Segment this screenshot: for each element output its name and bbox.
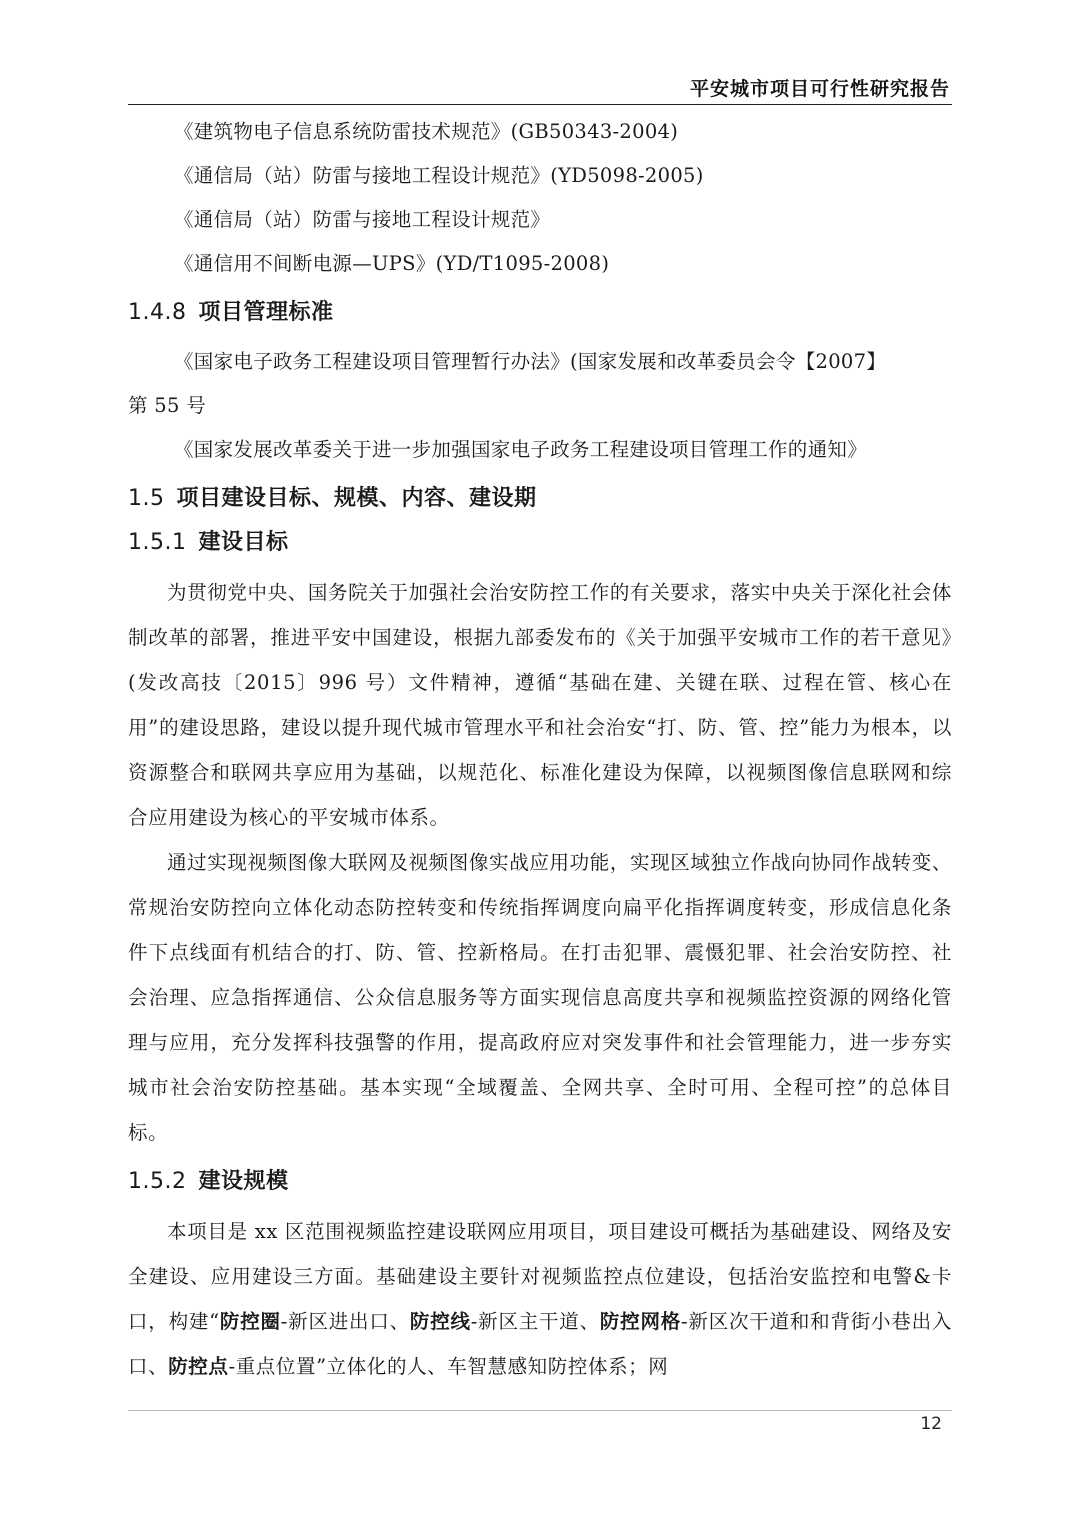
bold-term: 防控网格: [599, 1310, 682, 1333]
page-number: 12: [920, 1414, 942, 1434]
page-content: [128, 110, 952, 1389]
section-title: 项目建设目标、规模、内容、建设期: [176, 486, 537, 511]
section-heading-1-5: [128, 484, 952, 514]
text-run: -新区主干道、: [470, 1310, 600, 1333]
section-title: 建设规模: [198, 1169, 289, 1194]
text-run: 本项目是 xx 区范围视频监控建设联网应用项目，项目建设可概括为基础建设、网络及安全建设、应用建设三方面。基础建设主要针对视频监控点位建设，包括治安监控和电警&卡口，构建“: [128, 1220, 952, 1333]
footer-divider: [128, 1410, 952, 1411]
text-run: -重点位置”立体化的人、车智慧感知防控体系；网: [228, 1355, 669, 1378]
reference-item: 《通信局（站）防雷与接地工程设计规范》: [174, 208, 551, 231]
reference-line: 《国家电子政务工程建设项目管理暂行办法》(国家发展和改革委员会令【2007】: [174, 350, 887, 373]
body-paragraph: 为贯彻党中央、国务院关于加强社会治安防控工作的有关要求，落实中央关于深化社会体制改革的部署，推进平安中国建设，根据九部委发布的《关于加强平安城市工作的若干意见》(发改高技〔2015〕996 号）文件精神，遵循“基础在建、关键在联、过程在管、核心在用”的建设思路，建设以提升现代城市管理水平和社会治安“打、防、管、控”能力为根本，以资源整合和联网共享应用为基础，以规范化、标准化建设为保障，以视频图像信息联网和综合应用建设为核心的平安城市体系。: [128, 581, 952, 829]
reference-item: 《国家发展改革委关于进一步加强国家电子政务工程建设项目管理工作的通知》: [174, 438, 868, 461]
running-header-title: 平安城市项目可行性研究报告: [689, 78, 950, 100]
body-paragraph: [128, 1209, 952, 1389]
section-title: 项目管理标准: [198, 300, 334, 325]
section-number: 1.5.2: [128, 1169, 187, 1194]
section-heading-1-4-8: [128, 298, 952, 328]
reference-item: 《通信用不间断电源—UPS》(YD/T1095-2008): [174, 252, 610, 275]
section-number: 1.5.1: [128, 530, 187, 555]
section-heading-1-5-1: [128, 528, 952, 558]
section-number: 1.5: [128, 486, 165, 511]
text-run: -新区进出口、: [280, 1310, 410, 1333]
section-heading-1-5-2: [128, 1167, 952, 1197]
header-divider: [128, 104, 952, 105]
reference-line-continued: 第 55 号: [128, 394, 207, 417]
reference-item: 《通信局（站）防雷与接地工程设计规范》(YD5098-2005): [174, 164, 704, 187]
section-number: 1.4.8: [128, 300, 187, 325]
reference-item: 《建筑物电子信息系统防雷技术规范》(GB50343-2004): [174, 120, 679, 143]
text-run: -新区次干道和和背街小巷出入口、: [128, 1310, 952, 1378]
bold-term: 防控线: [409, 1310, 471, 1333]
body-paragraph: 通过实现视频图像大联网及视频图像实战应用功能，实现区域独立作战向协同作战转变、常规治安防控向立体化动态防控转变和传统指挥调度向扁平化指挥调度转变，形成信息化条件下点线面有机结合的打、防、管、控新格局。在打击犯罪、震慑犯罪、社会治安防控、社会治理、应急指挥通信、公众信息服务等方面实现信息高度共享和视频监控资源的网络化管理与应用，充分发挥科技强警的作用，提高政府应对突发事件和社会管理能力，进一步夯实城市社会治安防控基础。基本实现“全域覆盖、全网共享、全时可用、全程可控”的总体目标。: [128, 851, 952, 1144]
bold-term: 防控点: [168, 1355, 229, 1378]
section-title: 建设目标: [198, 530, 289, 555]
reference-item: [128, 340, 952, 428]
bold-term: 防控圈: [219, 1310, 281, 1333]
